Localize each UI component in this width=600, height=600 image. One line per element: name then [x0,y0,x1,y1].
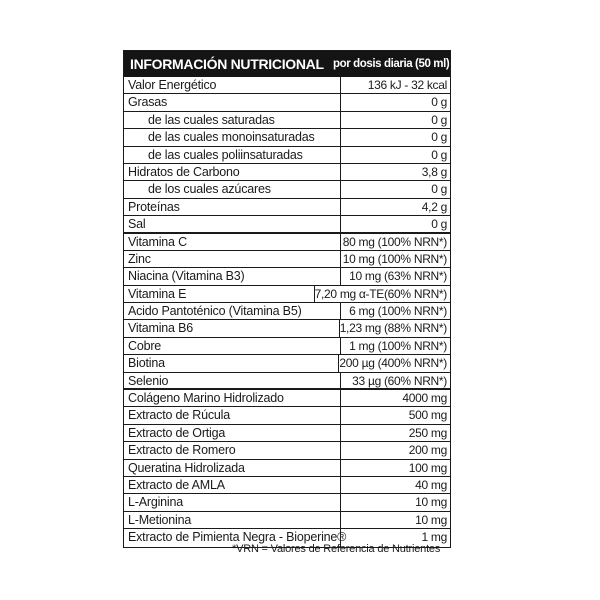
nutrient-value: 200 mg [340,442,450,458]
nutrient-value: 500 mg [340,407,450,423]
table-row [124,94,450,111]
table-row [124,199,450,216]
table-row [124,303,450,320]
nutrient-value: 250 mg [340,425,450,441]
nutrient-value: 4000 mg [340,390,450,406]
nutrient-value: 0 g [340,216,450,231]
nutrient-value: 0 g [340,112,450,128]
nutrient-name: Extracto de AMLA [128,477,225,492]
nutrient-value: 100 mg [340,460,450,476]
table-header [124,51,450,77]
table-title: INFORMACIÓN NUTRICIONAL [130,56,324,72]
nutrient-name: L-Arginina [128,495,183,510]
nutrient-name: Extracto de Ortiga [128,425,226,440]
nutrient-value: 40 mg [340,477,450,493]
nutrient-value: 4,2 g [340,199,450,215]
table-row [124,477,450,494]
nutrient-value: 200 µg (400% NRN*) [338,355,450,371]
footnote: *VRN = Valores de Referencia de Nutrientes [232,543,441,555]
nutrient-name: Zinc [128,251,151,266]
nutrient-value: 0 g [340,181,450,197]
nutrient-value: 0 g [340,129,450,145]
nutrient-name: de las cuales monoinsaturadas [148,130,315,145]
table-row [124,181,450,198]
table-row [124,320,450,337]
nutrient-name: Extracto de Rúcula [128,408,231,423]
nutrient-name: Hidratos de Carbono [128,164,240,179]
nutrient-name: Grasas [128,95,168,110]
nutrient-value: 80 mg (100% NRN*) [340,234,450,250]
nutrient-name: Vitamina B6 [128,321,193,336]
table-row [124,251,450,268]
table-row [124,129,450,146]
table-row [124,390,450,407]
nutrient-value: 136 kJ - 32 kcal [340,77,450,93]
nutrient-name: Niacina (Vitamina B3) [128,269,245,284]
table-row [124,494,450,511]
nutrient-value: 6 mg (100% NRN*) [340,303,450,319]
nutrient-name: de los cuales azúcares [148,182,271,197]
table-row [124,442,450,459]
table-row [124,407,450,424]
nutrient-name: Selenio [128,373,169,388]
nutrient-name: Cobre [128,338,162,353]
table-row [124,164,450,181]
table-row [124,234,450,251]
nutrient-name: Biotina [128,356,165,371]
nutrient-name: Queratina Hidrolizada [128,460,245,475]
table-row [124,373,450,390]
nutrient-value: 7,20 mg α-TE(60% NRN*) [314,286,450,302]
nutrient-name: L-Metionina [128,512,192,527]
nutrient-name: Vitamina E [128,286,187,301]
nutrient-name: de las cuales poliinsaturadas [148,147,303,162]
nutrient-value: 0 g [340,94,450,110]
table-row [124,268,450,285]
nutrient-value: 33 µg (60% NRN*) [340,373,450,388]
nutrient-value: 10 mg (63% NRN*) [340,268,450,284]
table-row [124,286,450,303]
table-row [124,216,450,233]
nutrient-value: 0 g [340,147,450,163]
nutrient-value: 10 mg (100% NRN*) [340,251,450,267]
table-row [124,147,450,164]
table-row [124,512,450,529]
nutrition-table [123,50,451,548]
nutrient-name: Vitamina C [128,234,187,249]
nutrient-value: 1,23 mg (88% NRN*) [339,320,450,336]
nutrient-name: Sal [128,217,146,232]
table-row [124,355,450,372]
table-row [124,425,450,442]
table-row [124,460,450,477]
nutrient-value: 10 mg [340,494,450,510]
nutrient-name: Extracto de Romero [128,443,236,458]
table-row [124,77,450,94]
table-row [124,338,450,355]
nutrient-name: de las cuales saturadas [148,112,275,127]
nutrient-value: 1 mg [340,529,450,546]
nutrient-value: 3,8 g [340,164,450,180]
nutrient-value: 10 mg [340,512,450,528]
nutrient-name: Proteínas [128,199,180,214]
per-dose-label: por dosis diaria (50 ml) [333,58,450,70]
nutrient-name: Acido Pantoténico (Vitamina B5) [128,304,302,319]
table-row [124,112,450,129]
nutrient-name: Colágeno Marino Hidrolizado [128,391,284,406]
nutrient-value: 1 mg (100% NRN*) [340,338,450,354]
nutrient-name: Extracto de Pimienta Negra - Bioperine® [128,530,347,545]
nutrient-name: Valor Energético [128,78,217,92]
